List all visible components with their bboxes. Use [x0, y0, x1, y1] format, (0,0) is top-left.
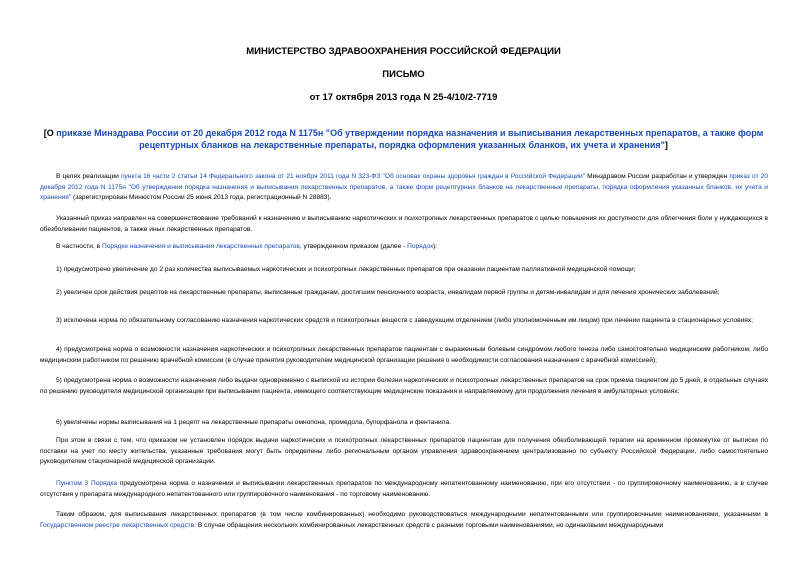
paragraph-11	[40, 479, 768, 500]
paragraph-1-text-c: (зарегистрирован Минюстом России 25 июня 2013 года, регистрационный N 28883).	[71, 194, 332, 202]
paragraph-3-text-b: , утвержденном приказом (далее -	[299, 243, 408, 250]
item-2-text: 2) увеличен срок действия рецептов на лекарственные препараты, выписанные гражданам, достигшим пенсионного возраста, инвалидам первой группы и детям-инвалидам и для лечения хронических заболеваний;	[56, 289, 720, 296]
title-open-bracket: [О	[43, 128, 57, 138]
paragraph-3	[40, 242, 768, 253]
paragraph-10	[40, 436, 768, 468]
paragraph-1-text-a: В целях реализации	[56, 173, 121, 180]
paragraph-11-text: предусмотрена норма о назначении и выписывании лекарственных препаратов по международному непатентованному наименованию, при его отсутствии - по группировочному наименованию, а в случае отсутствия у препарата международного непатентованного или группировочного наименования - по торговому наименованию.	[40, 480, 768, 498]
order-1175n-link[interactable]: приказ от 20 декабря 2012 года N 1175н "Об утверждении порядка назначения и выписывания лекарственных препаратов, а также форм рецептурных бланков на лекарственные препараты, порядка оформления указанных бланков, их учета и хранения"	[40, 173, 769, 202]
paragraph-2	[40, 214, 768, 235]
paragraph-item-2	[40, 288, 768, 299]
ministry-heading: МИНИСТЕРСТВО ЗДРАВООХРАНЕНИЯ РОССИЙСКОЙ ФЕДЕРАЦИИ	[246, 46, 561, 57]
paragraph-item-5	[40, 376, 768, 397]
item-6-text: 6) увеличены нормы выписывания на 1 рецепт на лекарственные препараты омнопона, промедола, бупорфанола и фентанила.	[56, 419, 451, 426]
document-type: ПИСЬМО	[382, 69, 425, 80]
title-order-link[interactable]: приказе Минздрава России от 20 декабря 2012 года N 1175н "Об утверждении порядка назначения и выписывания лекарственных препаратов, а также форм рецептурных бланков на лекарственные препараты, порядка оформления указанных бланков, их учета и хранения"	[56, 128, 764, 150]
procedure-link[interactable]: Порядке назначения и выписывания лекарственных препаратов	[101, 243, 300, 250]
item-1-text: 1) предусмотрено увеличение до 2 раз количества выписываемых наркотических и психотропных лекарственных препаратов при оказании пациентам паллиативной медицинской помощи;	[56, 266, 636, 273]
procedure-short-link[interactable]: Порядок	[407, 243, 434, 250]
paragraph-item-4	[40, 345, 768, 366]
item-3-text: 3) исключена норма по обязательному согласованию назначения наркотических средств и психотропных веществ с заведующим отделением (либо уполномоченным им лицом) при лечении пациента в стационарных условиях;	[56, 317, 754, 324]
paragraph-2-text: Указанный приказ направлен на совершенствование требований к назначению и выписыванию наркотических и психотропных лекарственных препаратов с целью повышения их доступности для облегчения боли у нуждающихся в обезболивании пациентов, а также иных лекарственных препаратов.	[40, 215, 768, 233]
paragraph-3-text-a: В частности, в	[56, 243, 102, 250]
paragraph-item-1	[40, 265, 768, 276]
document-date-number: от 17 октября 2013 года N 25-4/10/2-7719	[309, 92, 498, 103]
paragraph-item-3	[40, 316, 768, 327]
state-registry-link[interactable]: Государственном реестре лекарственных средств	[40, 521, 195, 529]
paragraph-1-text-b: Минздравом России разработан и утвержден	[585, 173, 730, 180]
document-title	[34, 127, 773, 151]
item-4-text: 4) предусмотрена норма о возможности назначения наркотических и психотропных лекарственных препаратов пациентам с выраженным болевым синдромом любого генеза либо самостоятельно медицинским работником, либо медицинским работником по решению врачебной комиссии (в случае принятия руководителем медицинской организации решения о необходимости согласования назначения с врачебной комиссией);	[40, 346, 768, 364]
federal-law-link[interactable]: пункта 16 части 2 статьи 14 Федерального закона от 21 ноября 2011 года N 323-ФЗ "Об основах охраны здоровья граждан в Российской Федерации"	[120, 173, 586, 180]
paragraph-10-text: При этом в связи с тем, что приказом не установлен порядок выдачи наркотических и психотропных лекарственных препаратов пациентам для получения обезболивающей терапии на временном промежутке от выписки по поставки на учет по месту жительства, указанные требования могут быть определены либо региональным органом управления здравоохранением централизованно по субъекту Российской Федерации, либо самостоятельно руководителем стационарной медицинской организации.	[40, 437, 768, 466]
paragraph-3-text-c: ):	[433, 243, 438, 250]
paragraph-12	[40, 510, 768, 531]
procedure-point-3-link[interactable]: Пунктом 3 Порядка	[56, 480, 118, 487]
paragraph-1	[40, 172, 768, 204]
title-close-bracket: ]	[664, 140, 668, 150]
paragraph-item-6	[40, 418, 768, 429]
paragraph-12-text-b: . В случае обращения нескольких комбинированных лекарственных средств с разными торговыми наименованиями, но одинаковыми международными	[194, 521, 664, 529]
item-5-text: 5) предусмотрена норма о возможности назначения либо выдачи одновременно с выпиской из истории болезни наркотических и психотропных лекарственных препаратов на срок приема пациентом до 5 дней, в отдельных случаях по решению руководителя медицинской организации при выписывании пациента, имеющего соответствующие медицинские показания и направляемому для продолжения лечения в амбулаторных условиях;	[40, 377, 768, 395]
paragraph-12-text-a: Таким образом, для выписывания лекарственных препаратов (в том числе комбинированных) необходимо руководствоваться международными непатентованными или группировочными наименованиями, указанными в	[56, 511, 768, 518]
